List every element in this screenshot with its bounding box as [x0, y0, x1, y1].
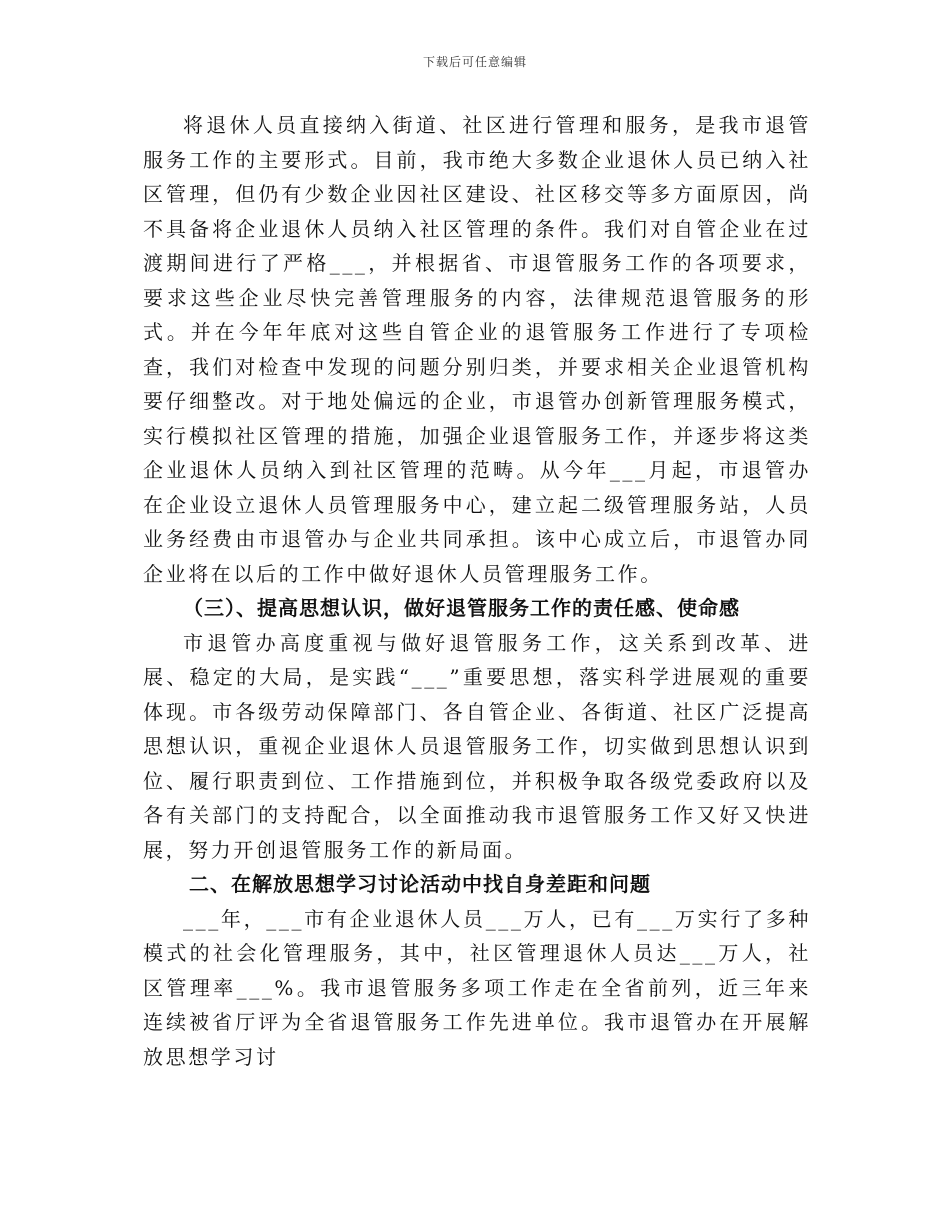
- page-header: 下载后可任意编辑: [422, 55, 527, 69]
- section-heading-2: 二、在解放思想学习讨论活动中找自身差距和问题: [189, 872, 651, 896]
- paragraph-retiree-community-management: 将退休人员直接纳入街道、社区进行管理和服务，是我市退管服务工作的主要形式。目前，我市绝大多数企业退休人员已纳入社区管理，但仍有少数企业因社区建设、社区移交等多方面原因，尚不具备将企业退休人员纳入社区管理的条件。我们对自管企业在过渡期间进行了严格___，并根据省、市退管服务工作的各项要求，要求这些企业尽快完善管理服务的内容，法律规范退管服务的形式。并在今年年底对这些自管企业的退管服务工作进行了专项检查，我们对检查中发现的问题分别归类，并要求相关企业退管机构要仔细整改。对于地处偏远的企业，市退管办创新管理服务模式，实行模拟社区管理的措施，加强企业退管服务工作，并逐步将这类企业退休人员纳入到社区管理的范畴。从今年___月起，市退管办在企业设立退休人员管理服务中心，建立起二级管理服务站，人员业务经费由市退管办与企业共同承担。该中心成立后，市退管办同企业将在以后的工作中做好退休人员管理服务工作。: [143, 113, 811, 586]
- paragraph-raise-awareness: 市退管办高度重视与做好退管服务工作，这关系到改革、进展、稳定的大局，是实践“___”重要思想，落实科学进展观的重要体现。市各级劳动保障部门、各自管企业、各街道、社区广泛提高思想认识，重视企业退休人员退管服务工作，切实做到思想认识到位、履行职责到位、工作措施到位，并积极争取各级党委政府以及各有关部门的支持配合，以全面推动我市退管服务工作又好又快进展，努力开创退管服务工作的新局面。: [143, 630, 811, 862]
- section-heading-3: （三）、提高思想认识，做好退管服务工作的责任感、使命感: [183, 596, 740, 620]
- paragraph-statistics: ___年，___市有企业退休人员___万人，已有___万实行了多种模式的社会化管理服务，其中，社区管理退休人员达___万人，社区管理率___%。我市退管服务多项工作走在全省前列，近三年来连续被省厅评为全省退管服务工作先进单位。我市退管办在开展解放思想学习讨: [143, 906, 811, 1069]
- document-body: [143, 108, 811, 1074]
